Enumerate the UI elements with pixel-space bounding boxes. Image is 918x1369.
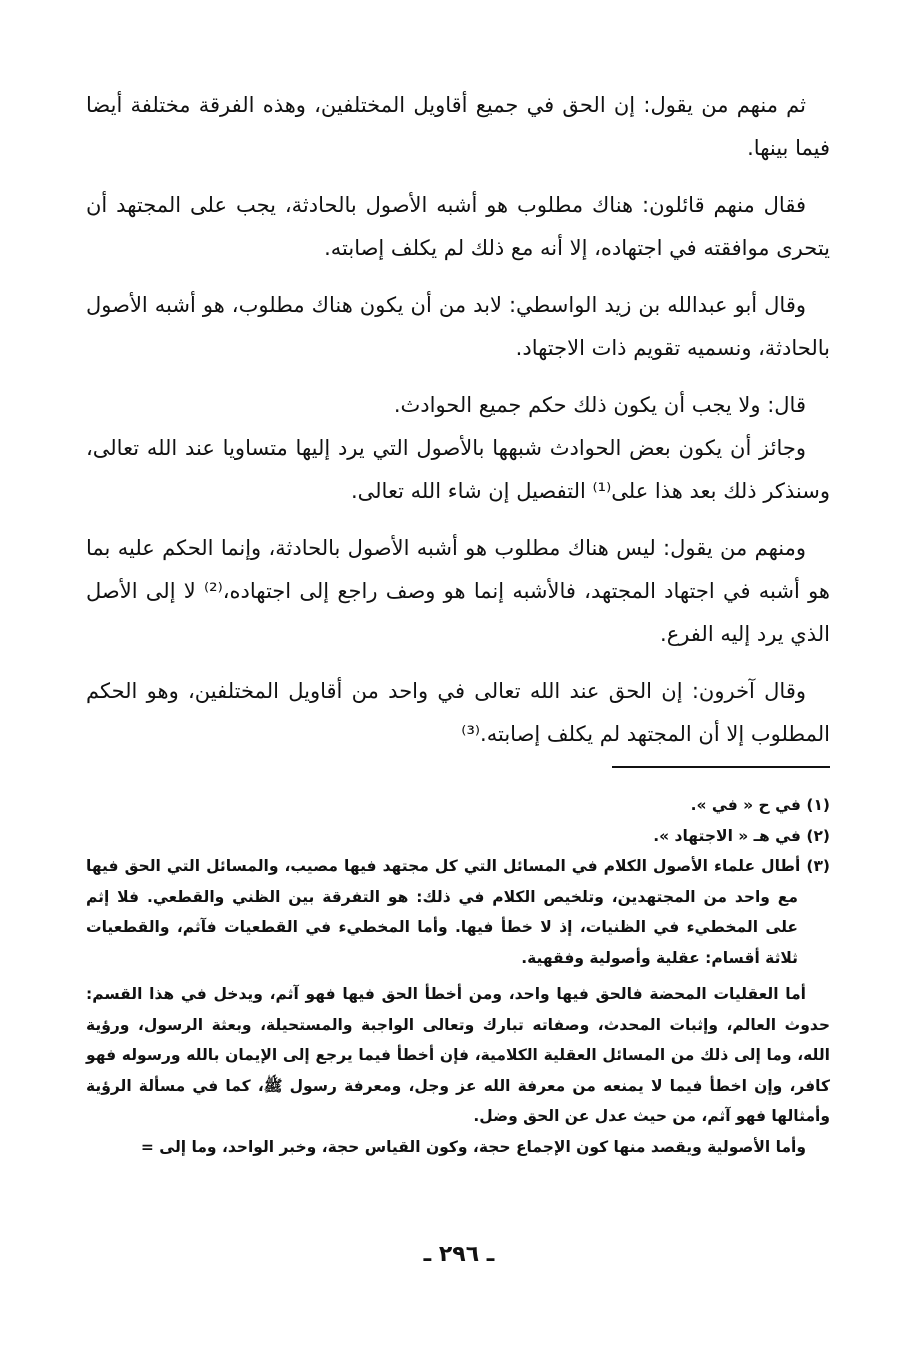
paragraph-6: ومنهم من يقول: ليس هناك مطلوب هو أشبه الأصول بالحادثة، وإنما الحكم عليه بما هو أشبه في اجتهاد المجتهد، فالأشبه إنما هو وصف راجع إلى اجتهاده،⁽²⁾ لا إلى الأصل الذي يرد إليه الفرع. [86, 536, 830, 646]
paragraph-4: قال: ولا يجب أن يكون ذلك حكم جميع الحوادث. [393, 393, 806, 417]
footnote-3: (٣) أطال علماء الأصول الكلام في المسائل التي كل مجتهد فيها مصيب، والمسائل التي الحق فيها مع واحد من المجتهدين، وتلخيص الكلام في ذلك: هو التفرقة بين الظني والقطعي. فلا إثم على المخطيء في الظنيات، إذ لا خطأ فيها. وأما المخطيء في القطعيات فآثم، والقطعيات ثلاثة أقسام: عقلية وأصولية وفقهية. [86, 857, 830, 967]
footnote-3-paragraph-1: أما العقليات المحضة فالحق فيها واحد، ومن أخطأ الحق فيها فهو آثم، ويدخل في هذا القسم: حدوث العالم، وإثبات المحدث، وصفاته تبارك وتعالى الواجبة والمستحيلة، وبعثة الرسول، ورؤية الله، وما إلى ذلك من المسائل العقلية الكلامية، فإن أخطأ فيما يرجع إلى الإيمان بالله ورسوله فهو كافر، وإن اخطأ فيما لا يمنعه من معرفة الله عز وجل، ومعرفة رسول ﷺ، كما في مسألة الرؤية وأمثالها فهو آثم، من حيث عدل عن الحق وضل. [86, 985, 830, 1125]
paragraph-5: وجائز أن يكون بعض الحوادث شبهها بالأصول التي يرد إليها متساويا عند الله تعالى، وسنذكر ذلك بعد هذا على⁽¹⁾ التفصيل إن شاء الله تعالى. [86, 436, 830, 503]
main-text [86, 84, 830, 770]
footnotes [86, 790, 830, 1162]
paragraph-2: فقال منهم قائلون: هناك مطلوب هو أشبه الأصول بالحادثة، يجب على المجتهد أن يتحرى موافقته في اجتهاده، إلا أنه مع ذلك لم يكلف إصابته. [86, 193, 830, 260]
page-number: ـ ٢٩٦ ـ [423, 1242, 495, 1267]
footnote-2: (٢) في هـ « الاجتهاد ». [653, 826, 830, 845]
paragraph-1: ثم منهم من يقول: إن الحق في جميع أقاويل المختلفين، وهذه الفرقة مختلفة أيضا فيما بينها. [86, 93, 830, 160]
footnote-1: (١) في ح « في ». [690, 796, 830, 814]
footnote-3-paragraph-2: وأما الأصولية ويقصد منها كون الإجماع حجة، وكون القياس حجة، وخبر الواحد، وما إلى = [140, 1137, 806, 1156]
paragraph-3: وقال أبو عبدالله بن زيد الواسطي: لابد من أن يكون هناك مطلوب، هو أشبه الأصول بالحادثة، ونسميه تقويم ذات الاجتهاد. [86, 293, 830, 360]
footnote-separator [612, 766, 830, 768]
paragraph-7: وقال آخرون: إن الحق عند الله تعالى في واحد من أقاويل المختلفين، وهو الحكم المطلوب إلا أن المجتهد لم يكلف إصابته.⁽³⁾ [86, 679, 830, 746]
